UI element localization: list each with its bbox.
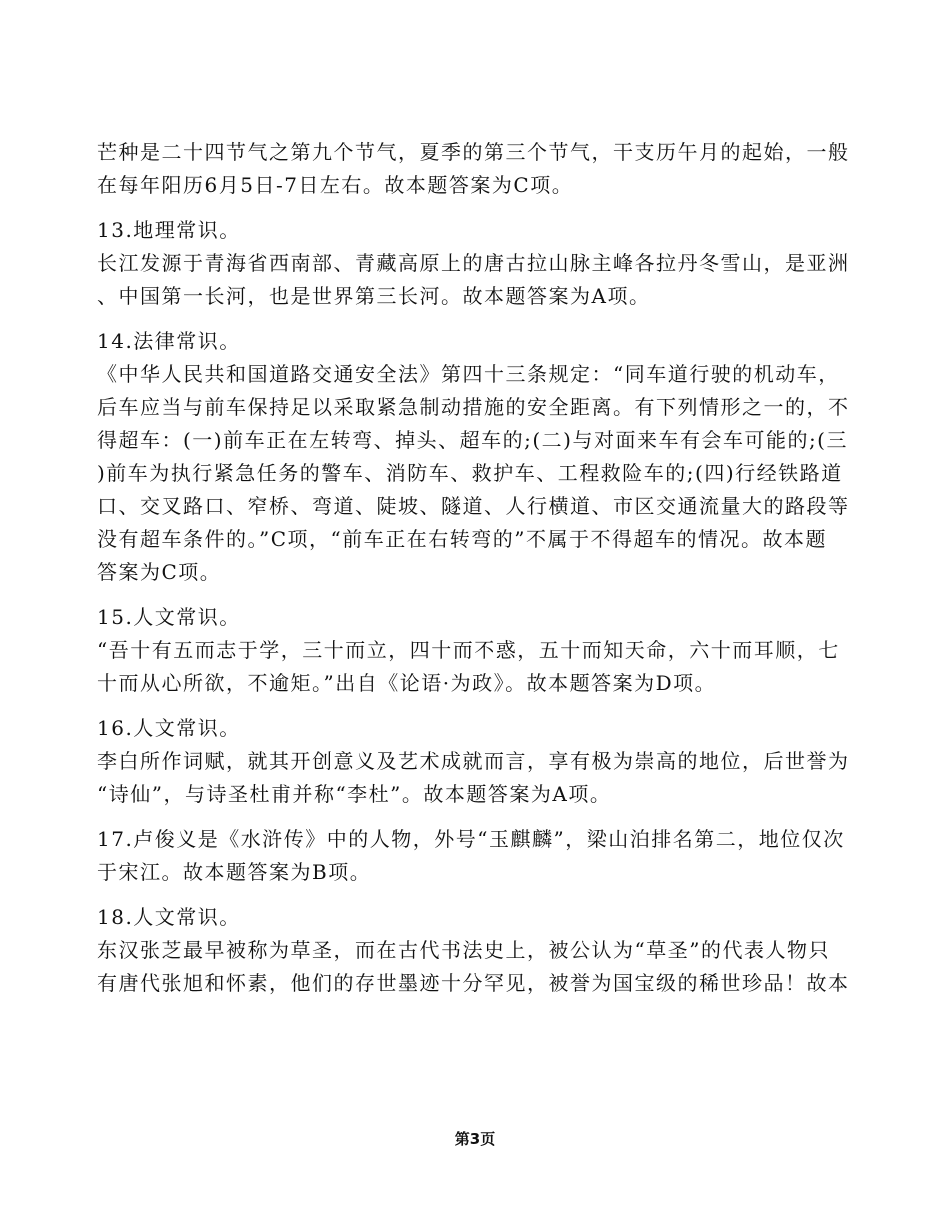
answer-14 [97,325,867,589]
answer-13-heading: 13.地理常识。 [97,218,241,242]
answer-13-line-2: 、中国第一长河，也是世界第三长河。故本题答案为A项。 [97,284,651,308]
answer-15 [97,601,867,700]
answer-14-heading: 14.法律常识。 [97,329,241,353]
answer-15-line-2: 十而从心所欲，不逾矩。”出自《论语·为政》。故本题答案为D项。 [97,671,717,695]
answer-17-line-1: 17.卢俊义是《水浒传》中的人物，外号“玉麒麟”，梁山泊排名第二，地位仅次 [97,827,845,851]
answer-18 [97,901,867,1000]
answer-13-line-1: 长江发源于青海省西南部、青藏高原上的唐古拉山脉主峰各拉丹冬雪山，是亚洲 [97,251,850,275]
answer-12 [97,136,867,202]
answer-17 [97,823,867,889]
answer-14-line-2: 后车应当与前车保持足以采取紧急制动措施的安全距离。有下列情形之一的，不 [97,395,850,419]
answer-16-heading: 16.人文常识。 [97,716,241,740]
answer-12-line-2: 在每年阳历6月5日-7日左右。故本题答案为C项。 [97,173,574,197]
answer-14-line-5: 口、交叉路口、窄桥、弯道、陡坡、隧道、人行横道、市区交通流量大的路段等 [97,494,850,518]
answer-14-line-7: 答案为C项。 [97,560,222,584]
answer-15-heading: 15.人文常识。 [97,605,241,629]
answer-14-line-3: 得超车：(一)前车正在左转弯、掉头、超车的;(二)与对面来车有会车可能的;(三 [97,428,848,452]
answer-18-line-2: 有唐代张旭和怀素，他们的存世墨迹十分罕见，被誉为国宝级的稀世珍品！故本 [97,971,850,995]
page-number: 第3页 [454,1130,496,1148]
answer-16-line-2: “诗仙”，与诗圣杜甫并称“李杜”。故本题答案为A项。 [97,782,612,806]
document-page [97,136,867,1012]
answer-15-line-1: “吾十有五而志于学，三十而立，四十而不惑，五十而知天命，六十而耳顺，七 [97,638,840,662]
answer-13 [97,214,867,313]
answer-17-line-2: 于宋江。故本题答案为B项。 [97,860,372,884]
answer-16-line-1: 李白所作词赋，就其开创意义及艺术成就而言，享有极为崇高的地位，后世誉为 [97,749,850,773]
answer-12-line-1: 芒种是二十四节气之第九个节气，夏季的第三个节气，干支历午月的起始，一般 [97,140,850,164]
answer-18-heading: 18.人文常识。 [97,905,241,929]
answer-14-line-6: 没有超车条件的。”C项，“前车正在右转弯的”不属于不得超车的情况。故本题 [97,527,827,551]
answer-16 [97,712,867,811]
answer-14-line-1: 《中华人民共和国道路交通安全法》第四十三条规定：“同车道行驶的机动车， [97,362,840,386]
answer-18-line-1: 东汉张芝最早被称为草圣，而在古代书法史上，被公认为“草圣”的代表人物只 [97,938,830,962]
answer-14-line-4: )前车为执行紧急任务的警车、消防车、救护车、工程救险车的;(四)行经铁路道 [97,461,843,485]
